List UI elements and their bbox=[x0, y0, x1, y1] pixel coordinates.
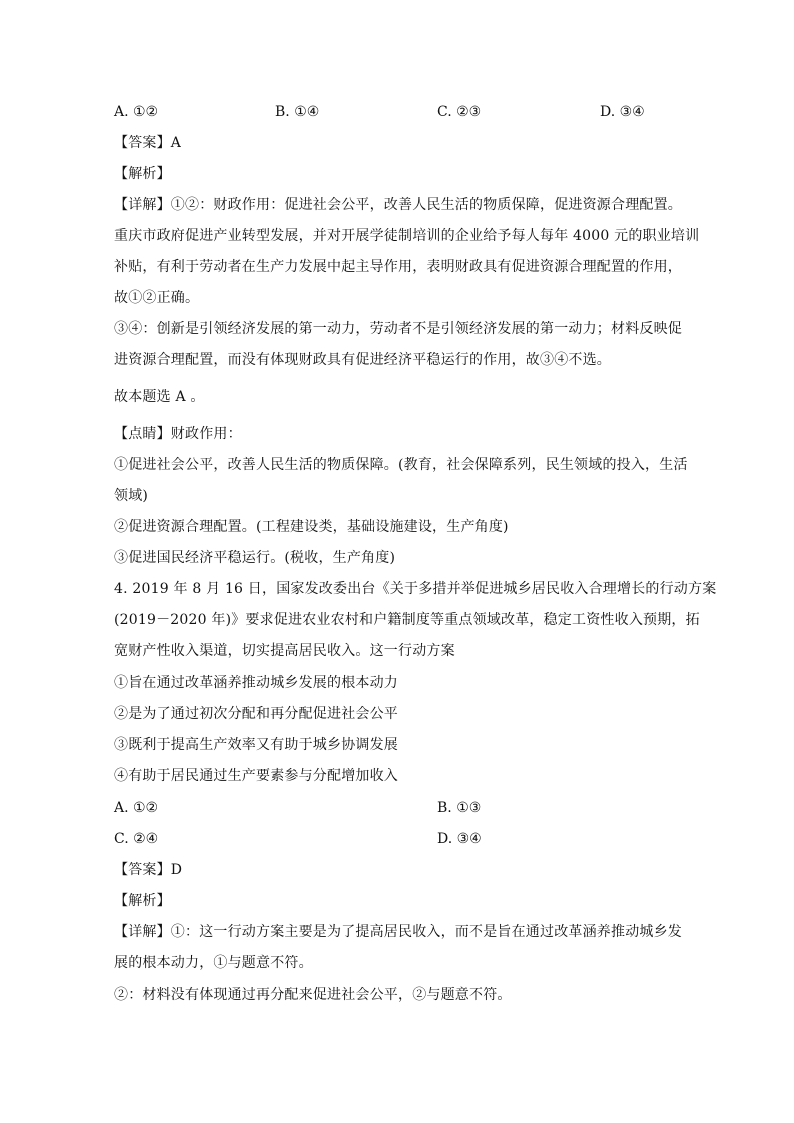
q4-option-d: D. ③④ bbox=[437, 831, 482, 847]
q4-detail-line: 【详解】①：这一行动方案主要是为了提高居民收入，而不是旨在通过改革涵养推动城乡发 bbox=[114, 924, 682, 940]
q3-point-line: ②促进资源合理配置。(工程建设类，基础设施建设，生产角度) bbox=[114, 519, 509, 535]
q4-item: ①旨在通过改革涵养推动城乡发展的根本动力 bbox=[114, 675, 398, 691]
q3-detail-line: 故①②正确。 bbox=[114, 290, 200, 306]
q3-option-b: B. ①④ bbox=[275, 104, 320, 120]
q3-detail-line: 【详解】①②：财政作用：促进社会公平，改善人民生活的物质保障，促进资源合理配置。 bbox=[114, 197, 682, 213]
q4-option-c: C. ②④ bbox=[114, 831, 159, 847]
q3-detail-line: ③④：创新是引领经济发展的第一动力，劳动者不是引领经济发展的第一动力；材料反映促 bbox=[114, 321, 682, 337]
q4-item: ④有助于居民通过生产要素参与分配增加收入 bbox=[114, 768, 398, 784]
q4-analysis-heading: 【解析】 bbox=[114, 893, 171, 909]
q4-stem-line: 4. 2019 年 8 月 16 日，国家发改委出台《关于多措并举促进城乡居民收入合理增长的行动方案 bbox=[114, 581, 717, 597]
q3-analysis-heading: 【解析】 bbox=[114, 166, 171, 182]
q4-option-b: B. ①③ bbox=[437, 800, 482, 816]
q3-point-line: 领域) bbox=[114, 488, 149, 504]
q3-point-line: ③促进国民经济平稳运行。(税收，生产角度) bbox=[114, 550, 396, 566]
q4-detail-line: 展的根本动力，①与题意不符。 bbox=[114, 955, 313, 971]
q4-stem-line: 宽财产性收入渠道，切实提高居民收入。这一行动方案 bbox=[114, 643, 455, 659]
q3-conclusion: 故本题选 A 。 bbox=[114, 389, 205, 405]
q3-answer: 【答案】A bbox=[114, 135, 182, 151]
q3-point-line: ①促进社会公平，改善人民生活的物质保障。(教育，社会保障系列，民生领域的投入，生活 bbox=[114, 457, 688, 473]
q4-item: ③既利于提高生产效率又有助于城乡协调发展 bbox=[114, 737, 398, 753]
q3-detail-line: 重庆市政府促进产业转型发展，并对开展学徒制培训的企业给予每人每年 4000 元的职业培训 bbox=[114, 228, 700, 244]
q4-option-a: A. ①② bbox=[114, 800, 159, 816]
q4-stem-line: (2019－2020 年)》要求促进农业农村和户籍制度等重点领域改革，稳定工资性收入预期，拓 bbox=[114, 612, 700, 628]
q3-option-a: A. ①② bbox=[114, 104, 159, 120]
q3-option-d: D. ③④ bbox=[600, 104, 645, 120]
q4-answer: 【答案】D bbox=[114, 862, 183, 878]
q3-detail-line: 补贴，有利于劳动者在生产力发展中起主导作用，表明财政具有促进资源合理配置的作用， bbox=[114, 259, 682, 275]
q3-point-heading: 【点睛】财政作用： bbox=[114, 426, 242, 442]
q3-detail-line: 进资源合理配置，而没有体现财政具有促进经济平稳运行的作用，故③④不选。 bbox=[114, 352, 611, 368]
q3-option-c: C. ②③ bbox=[437, 104, 482, 120]
q4-item: ②是为了通过初次分配和再分配促进社会公平 bbox=[114, 706, 398, 722]
q4-detail-line: ②：材料没有体现通过再分配来促进社会公平，②与题意不符。 bbox=[114, 987, 512, 1003]
